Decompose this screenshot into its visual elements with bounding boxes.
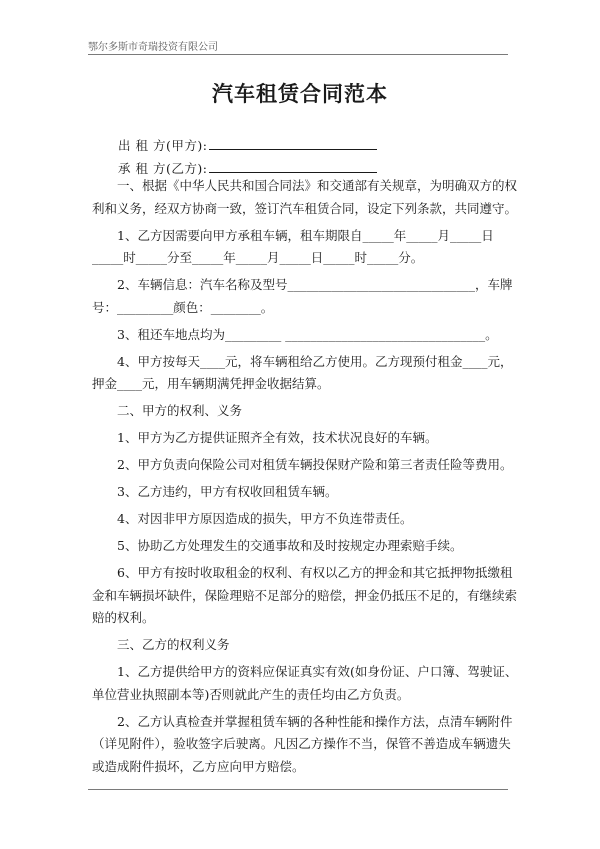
clause-3-2: 2、乙方认真检查并掌握租赁车辆的各种性能和操作方法，点清车辆附件（详见附件），验收签字后驶离。凡因乙方操作不当，保管不善造成车辆遗失或造成附件损坏，乙方应向甲方赔偿。: [92, 713, 513, 774]
clause-2-3: 3、乙方违约，甲方有权收回租赁车辆。: [117, 484, 338, 499]
lessee-blank: [209, 160, 377, 173]
lessor-blank: [209, 137, 377, 150]
clause-intro: 一、根据《中华人民共和国合同法》和交通部有关规章，为明确双方的权利和义务，经双方协商一致，签订汽车租赁合同，设定下列条款，共同遵守。: [92, 178, 518, 216]
clause-3-1: 1、乙方提供给甲方的资料应保证真实有效(如身份证、户口簿、驾驶证、单位营业执照副本等)否则就此产生的责任均由乙方负责。: [92, 664, 518, 702]
clause-2-6: 6、甲方有按时收取租金的权利、有权以乙方的押金和其它抵押物抵缴租金和车辆损坏缺件，保险理赔不足部分的赔偿，押金仍抵压不足的，有继续索赔的权利。: [92, 565, 518, 625]
clause-1-3: 3、租还车地点均为_________ ________________________________。: [117, 326, 498, 342]
footer-divider: [88, 789, 508, 790]
clause-2-5: 5、协助乙方处理发生的交通事故和及时按规定办理索赔手续。: [117, 538, 463, 553]
document-title: 汽车租赁合同范本: [212, 81, 388, 106]
clause-2-1: 1、甲方为乙方提供证照齐全有效，技术状况良好的车辆。: [117, 430, 438, 445]
clause-2-4: 4、对因非甲方原因造成的损失，甲方不负连带责任。: [117, 511, 413, 526]
section-heading-3: 三、乙方的权利义务: [117, 637, 230, 652]
section-heading-2: 二、甲方的权利、义务: [117, 403, 243, 418]
clause-1-1: 1、乙方因需要向甲方承租车辆，租车期限自_____年_____月_____日_____时_____分至_____年_____月_____日_____时_____分。: [92, 227, 494, 265]
lessor-line: [118, 136, 377, 154]
lessor-label: 出 租 方(甲方):: [118, 138, 208, 153]
clause-1-2: 2、车辆信息：汽车名称及型号______________________________，车牌号：_________颜色：________。: [92, 277, 513, 315]
lessee-label: 承 租 方(乙方):: [118, 161, 208, 176]
clause-1-4: 4、甲方按每天____元，将车辆租给乙方使用。乙方现预付租金____元，押金____元，用车辆期满凭押金收据结算。: [92, 353, 513, 391]
clause-2-2: 2、甲方负责向保险公司对租赁车辆投保财产险和第三者责任险等费用。: [117, 457, 513, 472]
header-divider: [88, 54, 508, 55]
company-header: 鄂尔多斯市奇瑞投资有限公司: [88, 42, 218, 53]
contract-body: [92, 175, 518, 783]
